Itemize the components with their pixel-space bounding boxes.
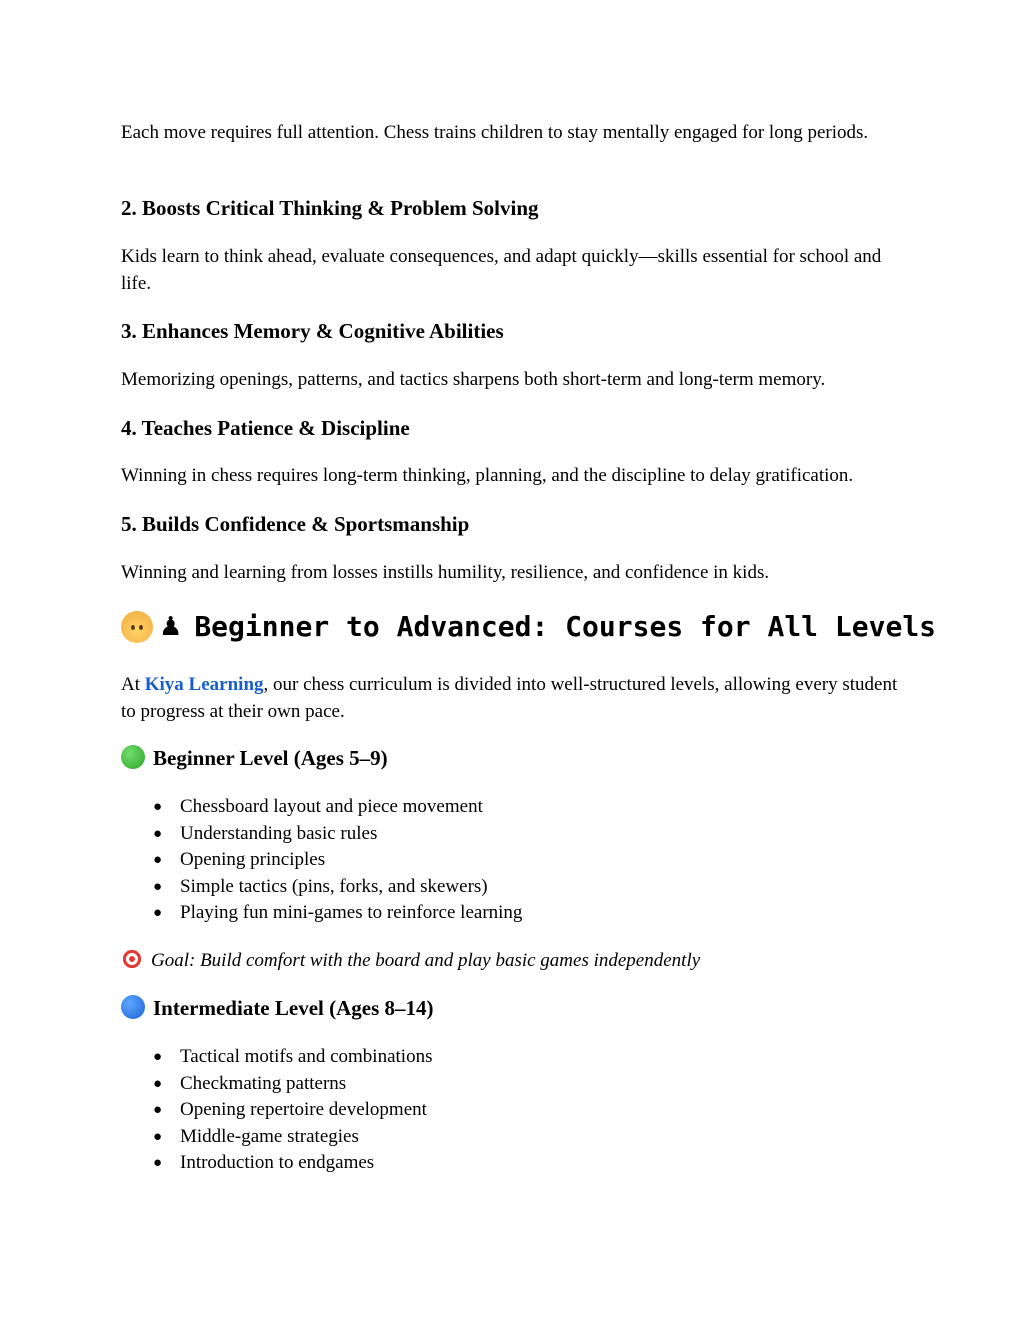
beginner-level-heading bbox=[121, 745, 388, 771]
intermediate-level-heading-text: Intermediate Level (Ages 8–14) bbox=[153, 996, 434, 1020]
bullet-icon: ● bbox=[153, 825, 163, 842]
section-title-text: Beginner to Advanced: Courses for All Levels bbox=[194, 610, 937, 643]
bullet-icon: ● bbox=[153, 1075, 163, 1092]
bullet-icon: ● bbox=[153, 852, 163, 869]
blue-circle-icon bbox=[121, 995, 145, 1019]
list-item: ● Chessboard layout and piece movement bbox=[153, 794, 522, 821]
benefit-text-3: Memorizing openings, patterns, and tactics sharpens both short-term and long-term memory. bbox=[121, 369, 826, 390]
list-item: ● Opening principles bbox=[153, 847, 522, 874]
list-item: ● Middle-game strategies bbox=[153, 1124, 432, 1151]
bullet-icon: ● bbox=[153, 1155, 163, 1172]
bullet-icon: ● bbox=[153, 1049, 163, 1065]
intermediate-level-heading bbox=[121, 995, 434, 1021]
section-intro bbox=[121, 671, 911, 725]
green-circle-icon bbox=[121, 745, 145, 769]
baby-icon bbox=[121, 611, 153, 643]
list-item: ● Tactical motifs and combinations bbox=[153, 1044, 432, 1071]
list-item: ● Understanding basic rules bbox=[153, 821, 522, 848]
bullet-icon: ● bbox=[153, 799, 163, 815]
section-intro-prefix: At bbox=[121, 674, 145, 695]
benefit-heading-4: 4. Teaches Patience & Discipline bbox=[121, 416, 410, 440]
list-item: ● Checkmating patterns bbox=[153, 1071, 432, 1098]
bullet-icon: ● bbox=[153, 878, 163, 895]
target-icon bbox=[121, 948, 143, 970]
kiya-learning-link[interactable]: Kiya Learning bbox=[144, 674, 264, 695]
list-item: ● Simple tactics (pins, forks, and skewers) bbox=[153, 874, 522, 901]
benefit-text-4: Winning in chess requires long-term thinking, planning, and the discipline to delay gratification. bbox=[121, 465, 854, 486]
bullet-icon: ● bbox=[153, 1102, 163, 1119]
benefit-heading-2: 2. Boosts Critical Thinking & Problem Solving bbox=[121, 196, 539, 220]
beginner-goal bbox=[121, 947, 700, 974]
list-item: ● Introduction to endgames bbox=[153, 1150, 432, 1177]
beginner-goal-text: Goal: Build comfort with the board and play basic games independently bbox=[151, 950, 701, 971]
bullet-icon: ● bbox=[153, 1128, 163, 1145]
list-item: ● Opening repertoire development bbox=[153, 1097, 432, 1124]
pawn-icon: ♟ bbox=[159, 612, 183, 642]
beginner-topics-list bbox=[153, 794, 522, 927]
section-title bbox=[121, 609, 936, 645]
list-item: ● Playing fun mini-games to reinforce learning bbox=[153, 900, 522, 927]
intermediate-topics-list bbox=[153, 1044, 432, 1177]
benefit-text-2: Kids learn to think ahead, evaluate consequences, and adapt quickly—skills essential for school and life. bbox=[121, 246, 882, 294]
section-intro-suffix: , our chess curriculum is divided into well-structured levels, allowing every student to progress at their own pace. bbox=[121, 674, 898, 722]
bullet-icon: ● bbox=[153, 905, 163, 922]
beginner-level-heading-text: Beginner Level (Ages 5–9) bbox=[153, 746, 388, 770]
benefit-text-5: Winning and learning from losses instills humility, resilience, and confidence in kids. bbox=[121, 562, 770, 583]
benefit-heading-3: 3. Enhances Memory & Cognitive Abilities bbox=[121, 319, 504, 343]
intro-paragraph: Each move requires full attention. Chess trains children to stay mentally engaged for long periods. bbox=[121, 122, 869, 143]
benefit-heading-5: 5. Builds Confidence & Sportsmanship bbox=[121, 512, 470, 536]
